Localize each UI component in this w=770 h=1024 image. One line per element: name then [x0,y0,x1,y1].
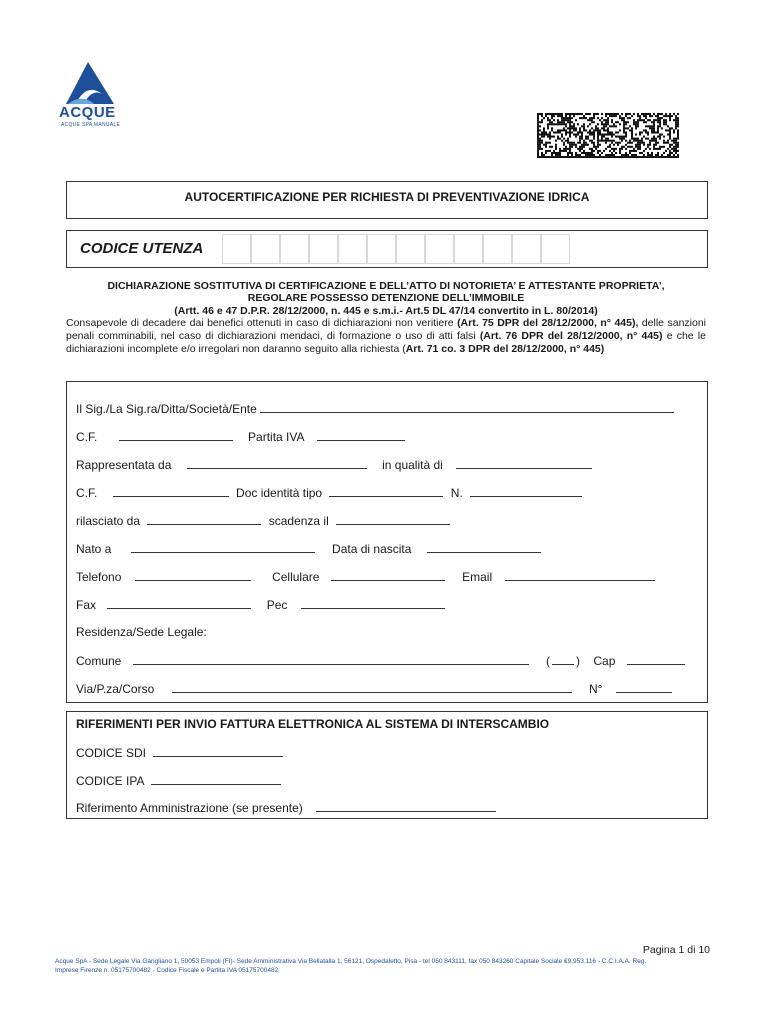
codice-utenza-cell[interactable] [512,234,541,264]
cf-row [76,429,405,444]
consapevole-text-a: Consapevole di decadere dai benefici ottenuti in caso di dichiarazioni non veritiere [66,317,458,329]
data-nascita-field[interactable] [427,541,541,553]
via-row [76,681,672,696]
fax-label: Fax [76,598,97,612]
cf2-field[interactable] [113,485,229,497]
rilasciato-row [76,513,450,528]
sdi-label: CODICE SDI [76,746,147,760]
consapevole-ref-71: Art. 71 co. 3 DPR del 28/12/2000, n° 445) [405,343,605,355]
codice-utenza-cell[interactable] [425,234,454,264]
pec-field[interactable] [301,597,445,609]
page-number: Pagina 1 di 10 [642,944,710,956]
rif-label: Riferimento Amministrazione (se presente) [76,801,303,815]
cap-field[interactable] [627,653,685,665]
qualita-label: in qualità di [382,458,443,472]
nato-row [76,541,541,556]
doc-tipo-field[interactable] [329,485,443,497]
pec-label: Pec [266,598,288,612]
codice-utenza-cell[interactable] [222,234,251,264]
declaration-line-2: REGOLARE POSSESSO DETENZIONE DELL’IMMOBILE [247,292,525,304]
fax-row [76,597,445,612]
rappresentata-row [76,457,592,472]
codice-utenza-cell[interactable] [251,234,280,264]
telefono-field[interactable] [135,569,251,581]
provincia-field[interactable] [552,653,574,665]
rappresentata-field[interactable] [187,457,367,469]
scadenza-field[interactable] [336,513,450,525]
civico-label: N° [588,682,603,696]
codice-utenza-cell[interactable] [454,234,483,264]
cellulare-label: Cellulare [272,570,320,584]
cf-label: C.F. [76,430,98,444]
rif-row [76,800,496,815]
wave-logo-icon [58,60,122,106]
codice-utenza-cell[interactable] [338,234,367,264]
ipa-field[interactable] [151,773,281,785]
fattura-elettronica-box [66,711,708,819]
codice-utenza-cell[interactable] [367,234,396,264]
telefono-label: Telefono [76,570,122,584]
email-label: Email [462,570,493,584]
sig-row [76,401,674,416]
sdi-field[interactable] [153,745,283,757]
anagrafica-form-box [66,381,708,703]
doc-num-field[interactable] [470,485,582,497]
via-field[interactable] [172,681,572,693]
via-label: Via/P.za/Corso [76,682,155,696]
declaration-law-ref: (Artt. 46 e 47 D.P.R. 28/12/2000, n. 445 e s.m.i.- Art.5 DL 47/14 convertito in L. 80/2014) [174,305,598,317]
nato-label: Nato a [76,542,112,556]
telefono-row [76,569,655,584]
sig-label: Il Sig./La Sig.ra/Ditta/Società/Ente [76,402,257,416]
doc-tipo-label: Doc identità tipo [236,486,323,500]
logo-tagline: ACQUE SPA MANUALE [61,122,121,128]
codice-utenza-cell[interactable] [309,234,338,264]
sig-field[interactable] [260,401,674,413]
cf2-label: C.F. [76,486,98,500]
cellulare-field[interactable] [331,569,445,581]
declaration-line-1: DICHIARAZIONE SOSTITUTIVA DI CERTIFICAZIONE E DELL’ATTO DI NOTORIETA’ E ATTESTANTE PROPRIETA’, [107,280,665,292]
consapevole-ref-76: (Art. 76 DPR del 28/12/2000, n° 445) [479,330,663,342]
sdi-row [76,745,283,760]
rif-field[interactable] [316,800,496,812]
civico-field[interactable] [616,681,672,693]
codice-utenza-cell[interactable] [483,234,512,264]
data-nascita-label: Data di nascita [332,542,412,556]
codice-utenza-cell[interactable] [280,234,309,264]
footer-line-2: Imprese Firenze n. 05175700482 - Codice Fiscale e Partita IVA 05175700482 [55,967,279,974]
ipa-label: CODICE IPA [76,774,144,788]
comune-label: Comune [76,654,122,668]
partita-iva-label: Partita IVA [248,430,304,444]
doc-num-label: N. [450,486,463,500]
title-box [66,181,708,219]
residenza-label: Residenza/Sede Legale: [76,625,207,639]
codice-utenza-cells [222,234,570,264]
consapevole-text-c: delle sanzioni penali comminabili, nel caso di dichiarazioni mendaci, di formazione o uso di atti falsi [66,317,707,342]
email-field[interactable] [505,569,655,581]
codice-utenza-cell[interactable] [541,234,570,264]
consapevole-ref-75: (Art. 75 DPR del 28/12/2000, n° 445), [457,317,639,329]
ipa-row [76,773,281,788]
rilasciato-field[interactable] [147,513,261,525]
prov-close: ) [576,654,581,668]
partita-iva-field[interactable] [317,429,405,441]
acque-logo [58,60,122,132]
rappresentata-label: Rappresentata da [76,458,172,472]
cf2-row [76,485,582,500]
codice-utenza-cell[interactable] [396,234,425,264]
prov-open: ( [546,654,551,668]
comune-row [76,653,685,668]
scadenza-label: scadenza il [268,514,329,528]
codice-utenza-label: CODICE UTENZA [80,240,204,257]
footer-line-1: Acque SpA - Sede Legale Via Garigliano 1, 50053 Empoli (FI)- Sede Amministrativa Via Bellatalla 1, 56121, Ospedaletto, Pisa - tel 050 843111, fax 050 843260 Capitale Sociale €9.953.116 - C.C.I.A.A. Reg. [55,958,647,965]
codice-utenza-box [66,230,708,268]
fattura-title: RIFERIMENTI PER INVIO FATTURA ELETTRONICA AL SISTEMA DI INTERSCAMBIO [76,717,550,731]
datamatrix-barcode [537,113,679,158]
consapevole-text-e: e che le dichiarazioni incomplete e/o irregolari non daranno seguito alla richiesta ( [66,330,706,355]
rilasciato-label: rilasciato da [76,514,141,528]
cf-field[interactable] [119,429,233,441]
logo-brand: ACQUE [59,104,116,121]
cap-label: Cap [593,654,616,668]
consapevole-paragraph [66,317,706,356]
comune-field[interactable] [133,653,529,665]
fax-field[interactable] [107,597,251,609]
nato-field[interactable] [131,541,315,553]
document-title: AUTOCERTIFICAZIONE PER RICHIESTA DI PREVENTIVAZIONE IDRICA [184,190,590,204]
qualita-field[interactable] [456,457,592,469]
